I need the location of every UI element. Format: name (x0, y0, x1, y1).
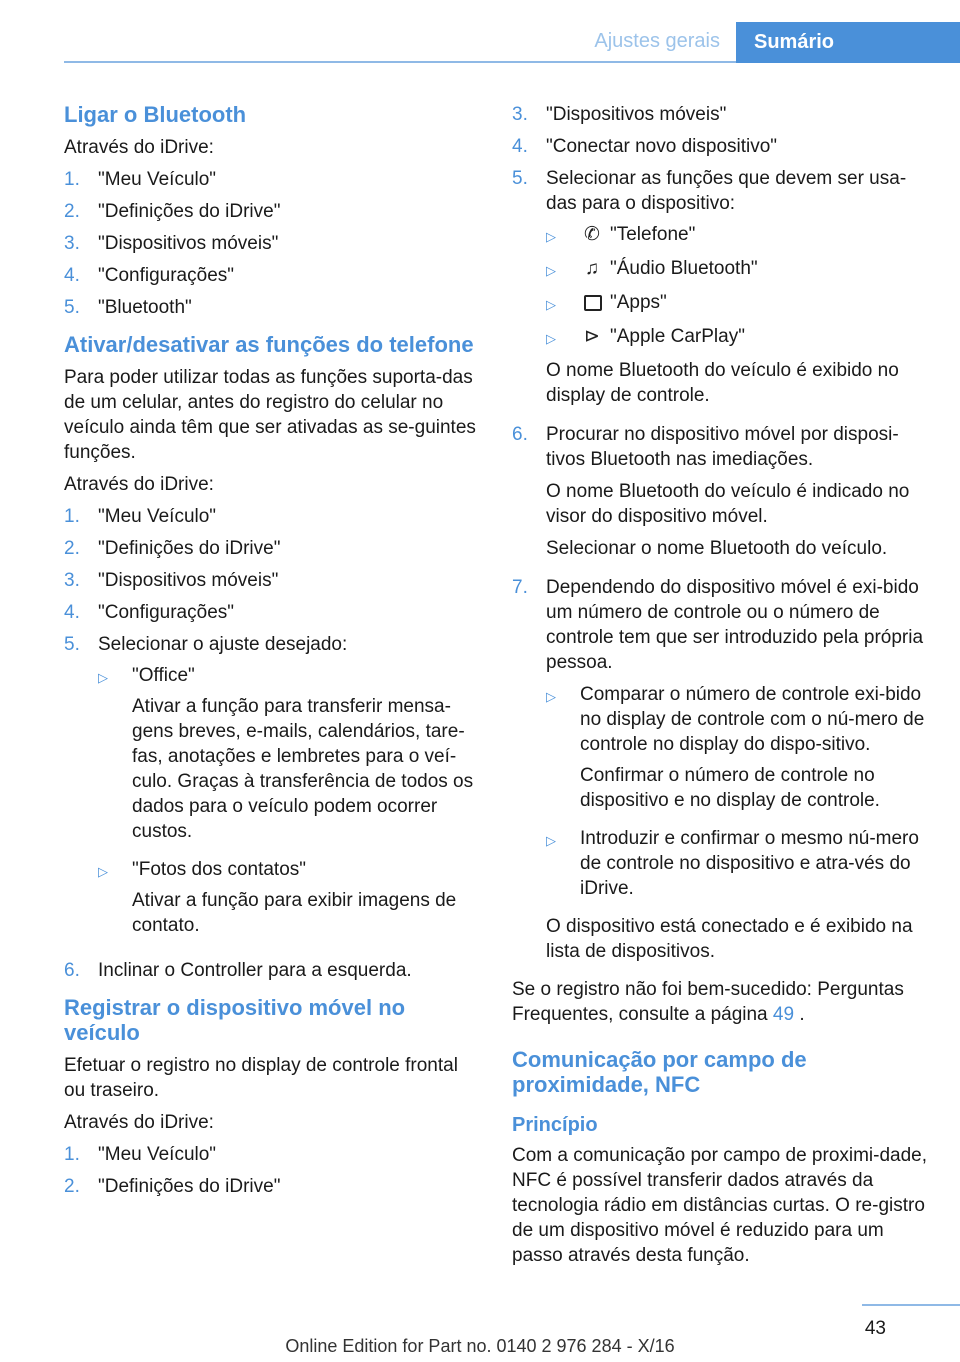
function-item-telefone: ▷ ✆ "Telefone" (546, 224, 696, 245)
right-column (512, 102, 932, 1275)
header-summary-tab[interactable]: Sumário (736, 22, 960, 63)
list-item: 2. "Definições do iDrive" (64, 1176, 281, 1197)
steps-list-register (64, 1142, 484, 1199)
function-item-carplay: ▷ ⊳ "Apple CarPlay" (546, 326, 745, 347)
paragraph-faq: Se o registro não foi bem-sucedido: Perguntas Frequentes, consulte a página 49 . (512, 979, 904, 1025)
page-link[interactable]: 49 (772, 1004, 795, 1025)
list-item: 5. Selecionar o ajuste desejado: ▷ "Office" Ativar a função para transferir mensa‐gens breves, e-mails, calendários, tare‐fas, anotações e lembretes para o veí‐culo. Graças à transferência de todos os dados para o veículo podem ocorrer custos. ▷ "Fotos dos contatos" Ativar a função para exibir imagens de contato. (64, 632, 484, 951)
sub-list-item: ▷ "Office" Ativar a função para transferir mensa‐gens breves, e-mails, calendários, tare‐fas, anotações e lembretes para o veí‐culo. Graças à transferência de todos os dados para o veículo podem ocorrer custos. (98, 663, 484, 850)
triangle-bullet-icon: ▷ (98, 864, 108, 879)
sub-list-item: ▷ "Fotos dos contatos" Ativar a função para exibir imagens de contato. (98, 857, 484, 944)
list-item: 6. Inclinar o Controller para a esquerda. (64, 960, 412, 981)
list-item: 2. "Definições do iDrive" (64, 538, 281, 559)
paragraph: Efetuar o registro no display de controle frontal ou traseiro. (64, 1055, 458, 1101)
page-number: 43 (864, 1318, 886, 1339)
music-icon: ♫ (584, 258, 600, 279)
sub-list-item: ▷ Comparar o número de controle exi‐bido no display de controle com o nú‐mero de controle no display do dispo‐sitivo. Confirmar o número de controle no dispositivo e no display de controle. (546, 682, 932, 819)
list-item: 3. "Dispositivos móveis" (512, 104, 727, 125)
sub-list (546, 682, 932, 907)
list-item: 4. "Configurações" (64, 602, 235, 623)
triangle-bullet-icon: ▷ (546, 833, 556, 848)
function-item-apps: ▷ "Apps" (546, 292, 667, 313)
list-item: 5. "Bluetooth" (64, 297, 192, 318)
list-item: 3. "Dispositivos móveis" (64, 570, 279, 591)
sub-list (98, 663, 484, 944)
list-item: 4. "Configurações" (64, 265, 235, 286)
function-list (546, 222, 932, 351)
steps-list-phone-functions (64, 504, 484, 983)
list-item: 1. "Meu Veículo" (64, 1144, 217, 1165)
section-title-phone-functions: Ativar/desativar as funções do telefone (64, 332, 474, 357)
footer-rule (862, 1304, 960, 1306)
paragraph: Com a comunicação por campo de proximi‐dade, NFC é possível transferir dados através da tecnologia rádio em distâncias curtas. O re‐gistro de um dispositivo móvel é reduzido para um passo através desta função. (512, 1145, 928, 1266)
note-text: O dispositivo está conectado e é exibido na lista de dispositivos. (546, 916, 913, 962)
carplay-icon: ⊳ (584, 326, 600, 347)
note-text: O nome Bluetooth do veículo é exibido no display de controle. (546, 360, 899, 406)
paragraph: Para poder utilizar todas as funções suporta‐das de um celular, antes do registro do celular no veículo ainda têm que ser ativadas as se‐guintes funções. (64, 367, 476, 463)
list-item: 1. "Meu Veículo" (64, 169, 217, 190)
list-item: 7. Dependendo do dispositivo móvel é exi‐bido um número de controle ou o número de controle tem que ser introduzido pela própria pessoa. ▷ Comparar o número de controle exi‐bido no display de controle com o nú‐mero de controle no display do dispo‐sitivo. Confirmar o número de controle no dispositivo e no display de controle. ▷ Introduzir e confirmar o mesmo nú‐mero de controle no dispositivo e atra‐vés do iDrive. O dispositivo está conectado e é exibido na lista de dispositivos. (512, 575, 932, 971)
header-section-link[interactable]: Ajustes gerais (594, 30, 720, 52)
subsection-title-principle: Princípio (512, 1114, 598, 1136)
steps-list-bluetooth (64, 167, 484, 320)
triangle-bullet-icon: ▷ (98, 670, 108, 685)
list-item: 2. "Definições do iDrive" (64, 201, 281, 222)
intro-text: Através do iDrive: (64, 474, 214, 495)
list-item: 1. "Meu Veículo" (64, 506, 217, 527)
footer-edition: Online Edition for Part no. 0140 2 976 284 - X/16 (285, 1336, 675, 1356)
triangle-bullet-icon: ▷ (546, 689, 556, 704)
steps-list-register-continued (512, 102, 932, 971)
sub-list-item: ▷ Introduzir e confirmar o mesmo nú‐mero de controle no dispositivo e atra‐vés do iDrive. (546, 826, 932, 907)
apps-icon (584, 295, 602, 311)
list-item: 6. Procurar no dispositivo móvel por disposi‐tivos Bluetooth nas imediações. O nome Bluetooth do veículo é indicado no visor do dispositivo móvel. Selecionar o nome Bluetooth do veículo. (512, 424, 910, 559)
section-title-nfc: Comunicação por campo de proximidade, NFC (512, 1047, 807, 1097)
list-item: 3. "Dispositivos móveis" (64, 233, 279, 254)
section-title-register-device: Registrar o dispositivo móvel no veículo (64, 995, 406, 1045)
function-item-audio: ▷ ♫ "Áudio Bluetooth" (546, 258, 758, 279)
phone-icon: ✆ (584, 224, 600, 245)
list-item: 5. Selecionar as funções que devem ser usa‐das para o dispositivo: ▷ ✆ "Telefone" ▷ ♫ "Áudio Bluetooth" ▷ "Apps" ▷ ⊳ "Apple CarPlay" O nome Bluetooth do veículo é exibido no display de controle. (512, 166, 932, 415)
intro-text: Através do iDrive: (64, 137, 214, 158)
section-title-bluetooth: Ligar o Bluetooth (64, 102, 247, 127)
list-item: 4. "Conectar novo dispositivo" (512, 136, 778, 157)
intro-text: Através do iDrive: (64, 1112, 214, 1133)
left-column (64, 102, 484, 1211)
